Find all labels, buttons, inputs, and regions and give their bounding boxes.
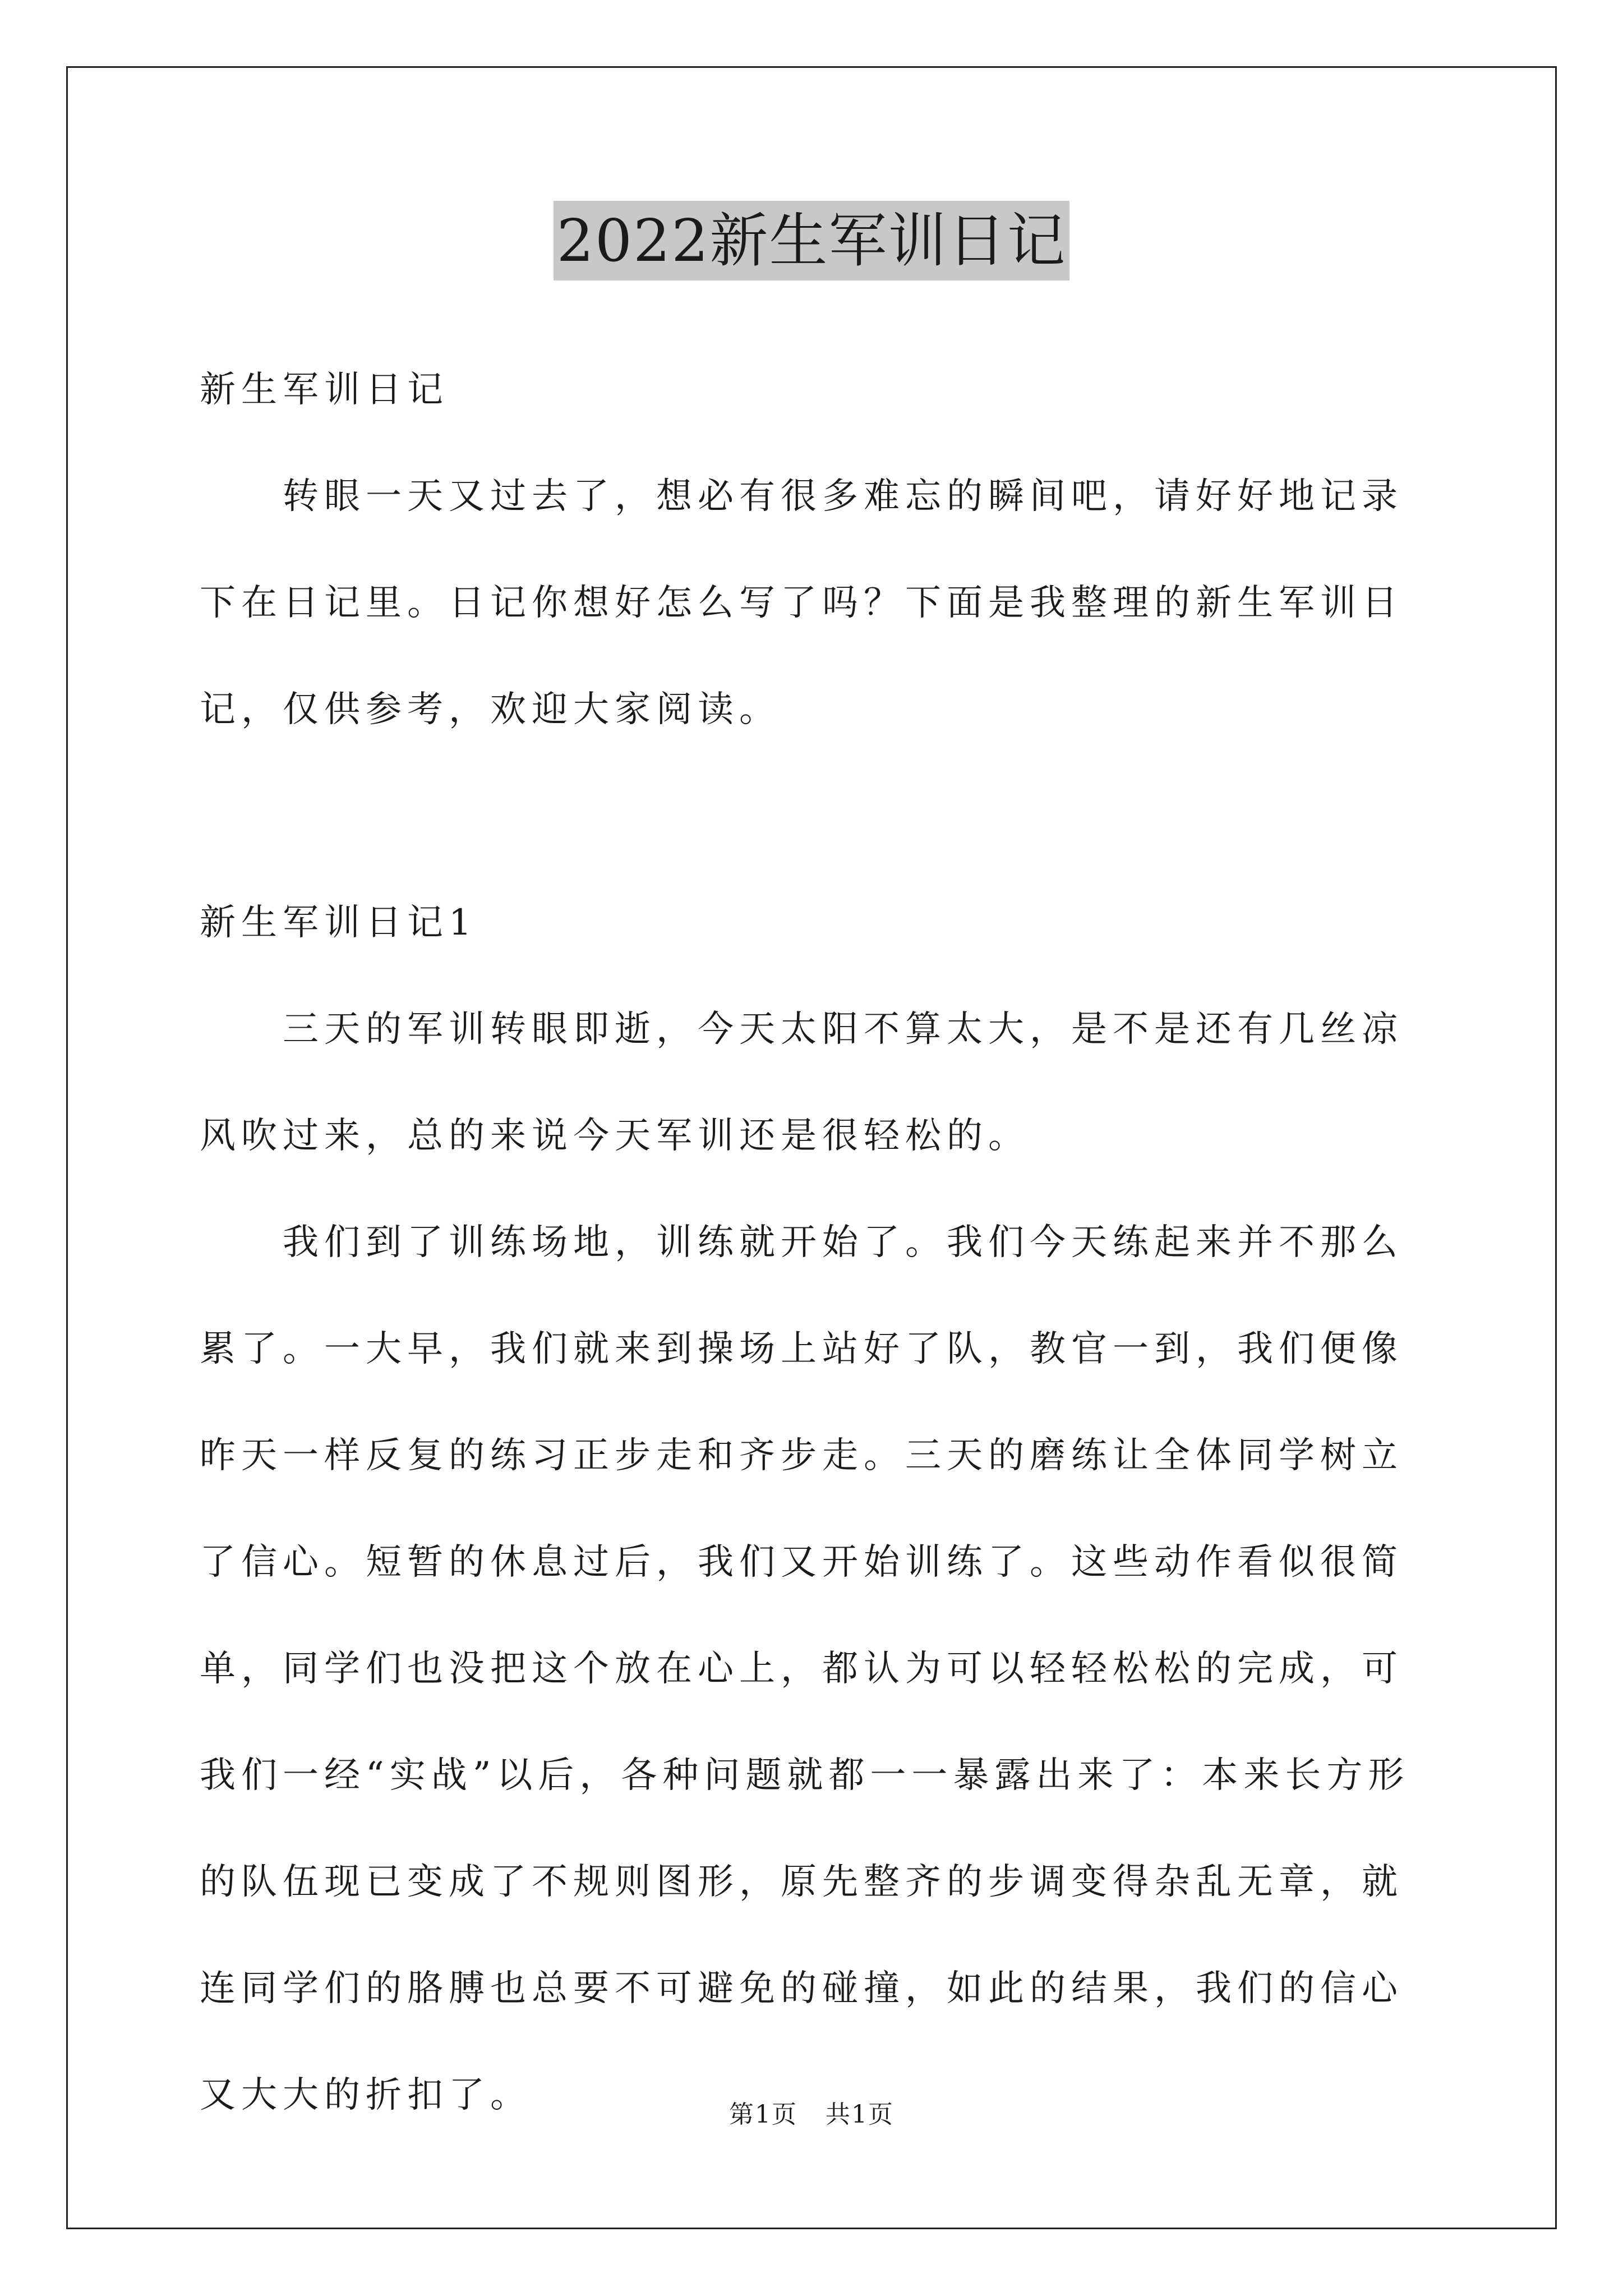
page-total: 共1页 xyxy=(826,2100,894,2129)
section-heading: 新生军训日记1 xyxy=(200,902,477,944)
body-paragraph: 我们到了训练场地，训练就开始了。我们今天练起来并不那么累了。一大早，我们就来到操场上站好了队，教官一到，我们便像昨天一样反复的练习正步走和齐步走。三天的磨练让全体同学树立了信心。短暂的休息过后，我们又开始训练了。这些动作看似很简单，同学们也没把这个放在心上，都认为可以轻轻松松的完成，可我们一经“实战”以后，各种问题就都一一暴露出来了：本来长方形的队伍现已变成了不规则图形，原先整齐的步调变得杂乱无章，就连同学们的胳膊也总要不可避免的碰撞，如此的结果，我们的信心又大大的折扣了。 xyxy=(200,1222,1410,2116)
title-container xyxy=(0,201,1623,280)
document-body xyxy=(200,337,1433,2148)
page-footer xyxy=(0,2098,1623,2132)
section-heading: 新生军训日记 xyxy=(200,369,449,411)
blank-line xyxy=(200,763,1433,869)
page-number: 第1页 xyxy=(729,2100,797,2129)
intro-paragraph: 转眼一天又过去了，想必有很多难忘的瞬间吧，请好好地记录下在日记里。日记你想好怎么写了吗？下面是我整理的新生军训日记，仅供参考，欢迎大家阅读。 xyxy=(200,476,1403,730)
document-title: 2022新生军训日记 xyxy=(554,201,1070,280)
body-paragraph: 三天的军训转眼即逝，今天太阳不算太大，是不是还有几丝凉风吹过来，总的来说今天军训还是很轻松的。 xyxy=(200,1009,1403,1157)
